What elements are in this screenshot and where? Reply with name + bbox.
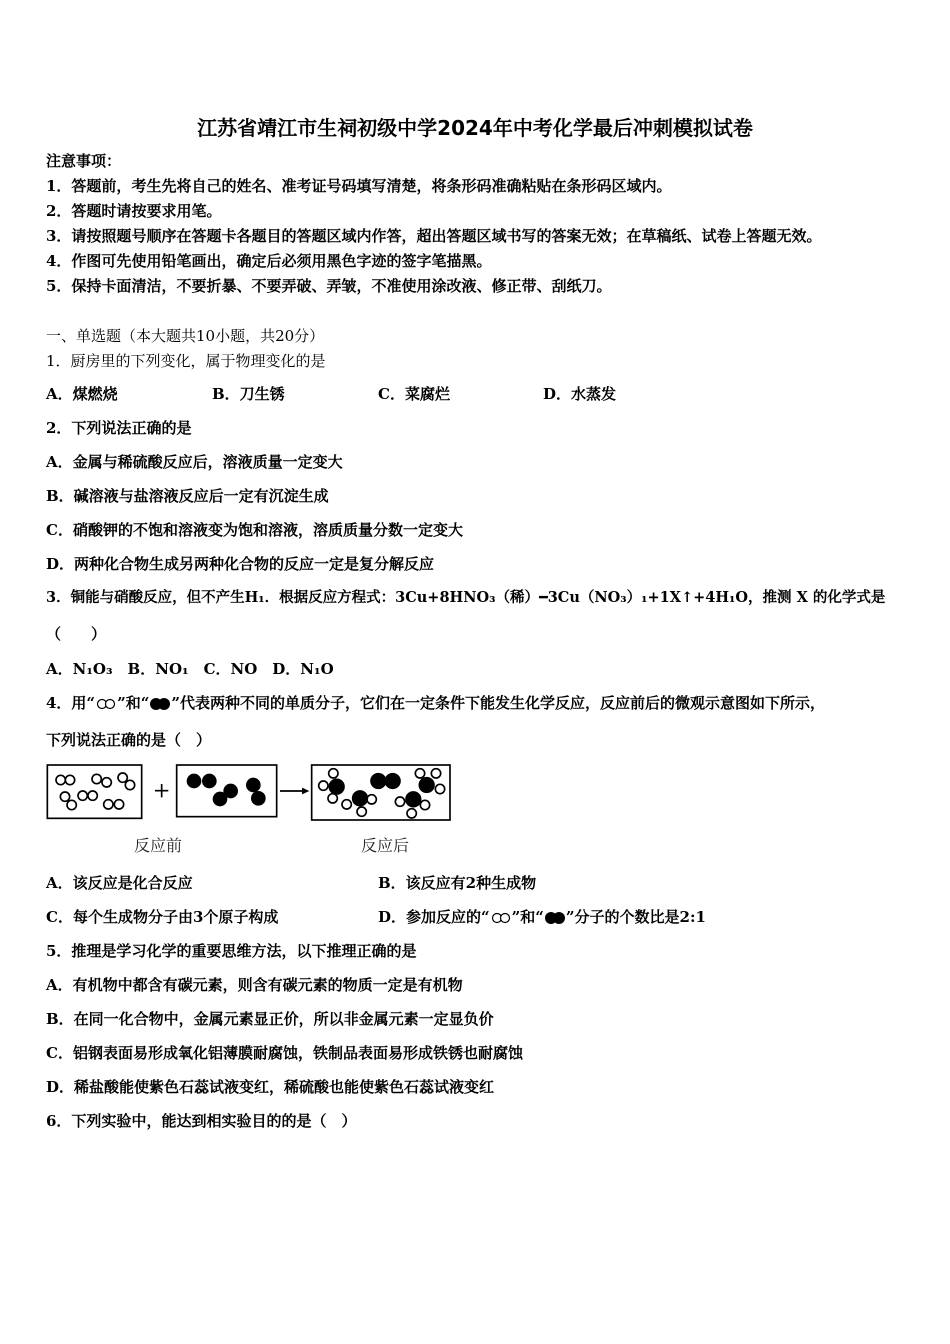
q4-stem-part: ”和“ bbox=[117, 694, 150, 712]
question-5-stem: 5．推理是学习化学的重要思维方法，以下推理正确的是 bbox=[46, 942, 417, 960]
label-after-reaction: 反应后 bbox=[361, 836, 410, 855]
black-molecule-icon bbox=[149, 697, 171, 711]
q5-option-d: D．稀盐酸能使紫色石蕊试液变红，稀硫酸也能使紫色石蕊试液变红 bbox=[46, 1078, 495, 1096]
notice-item: 3．请按照题号顺序在答题卡各题目的答题区域内作答，超出答题区域书写的答案无效；在草稿纸、试卷上答题无效。 bbox=[46, 227, 822, 245]
question-3-stem: 3．铜能与硝酸反应，但不产生H₁．根据反应方程式：3Cu+8HNO₃（稀）━3Cu（NO₃）₁+1X↑+4H₁O，推测 X 的化学式是 bbox=[46, 589, 886, 606]
question-4-stem-line2: 下列说法正确的是（ ） bbox=[46, 731, 212, 749]
q4-option-d-part: ”和“ bbox=[511, 908, 544, 926]
q4-option-c: C．每个生成物分子由3个原子构成 bbox=[46, 908, 279, 926]
q4-stem-part: ”代表两种不同的单质分子，它们在一定条件下能发生化学反应，反应前后的微观示意图如下所示， bbox=[171, 694, 825, 712]
q4-stem-part: 4．用“ bbox=[46, 694, 96, 712]
white-molecule-icon bbox=[95, 698, 117, 710]
black-molecule-icon bbox=[544, 911, 566, 925]
q4-option-d-part: D．参加反应的“ bbox=[378, 908, 490, 926]
plus-sign bbox=[155, 784, 168, 797]
q2-option-b: B．碱溶液与盐溶液反应后一定有沉淀生成 bbox=[46, 487, 329, 505]
question-4-stem bbox=[46, 693, 825, 713]
notice-heading: 注意事项： bbox=[46, 152, 122, 170]
q5-option-b: B．在同一化合物中，金属元素显正价，所以非金属元素一定显负价 bbox=[46, 1010, 494, 1028]
question-6-stem: 6．下列实验中，能达到相实验目的的是（ ） bbox=[46, 1112, 357, 1130]
q5-option-a: A．有机物中都含有碳元素，则含有碳元素的物质一定是有机物 bbox=[46, 976, 463, 994]
white-molecule-icon bbox=[490, 912, 512, 924]
notice-item: 4．作图可先使用铅笔画出，确定后必须用黑色字迹的签字笔描黑。 bbox=[46, 252, 492, 270]
notice-item: 2．答题时请按要求用笔。 bbox=[46, 202, 222, 220]
question-1-stem: 1．厨房里的下列变化，属于物理变化的是 bbox=[46, 352, 326, 370]
q3-options: A．N₁O₃ B．NO₁ C．NO D．N₁O bbox=[46, 660, 334, 678]
q4-option-b: B．该反应有2种生成物 bbox=[378, 874, 537, 892]
page-title: 江苏省靖江市生祠初级中学2024年中考化学最后冲刺模拟试卷 bbox=[197, 116, 753, 140]
q5-option-c: C．铝钢表面易形成氧化铝薄膜耐腐蚀，铁制品表面易形成铁锈也耐腐蚀 bbox=[46, 1044, 523, 1062]
q4-option-d bbox=[378, 907, 706, 927]
q1-option-d: D．水蒸发 bbox=[543, 385, 617, 403]
question-3-blank: （ ） bbox=[46, 625, 107, 643]
q1-option-a: A．煤燃烧 bbox=[46, 385, 118, 403]
question-2-stem: 2．下列说法正确的是 bbox=[46, 419, 192, 437]
q2-option-c: C．硝酸钾的不饱和溶液变为饱和溶液，溶质质量分数一定变大 bbox=[46, 521, 463, 539]
q1-option-c: C．菜腐烂 bbox=[378, 385, 450, 403]
q4-option-a: A．该反应是化合反应 bbox=[46, 874, 193, 892]
q1-option-b: B．刀生锈 bbox=[212, 385, 285, 403]
notice-item: 1．答题前，考生先将自己的姓名、准考证号码填写清楚，将条形码准确粘贴在条形码区域内。 bbox=[46, 177, 672, 195]
label-before-reaction: 反应前 bbox=[134, 836, 183, 855]
arrow-icon bbox=[280, 788, 309, 795]
q2-option-a: A．金属与稀硫酸反应后，溶液质量一定变大 bbox=[46, 453, 343, 471]
notice-item: 5．保持卡面清洁，不要折暴、不要弄破、弄皱，不准使用涂改液、修正带、刮纸刀。 bbox=[46, 277, 612, 295]
section-heading: 一、单选题（本大题共10小题，共20分） bbox=[46, 327, 325, 345]
q2-option-d: D．两种化合物生成另两种化合物的反应一定是复分解反应 bbox=[46, 555, 435, 573]
q4-option-d-part: ”分子的个数比是2:1 bbox=[565, 908, 706, 926]
